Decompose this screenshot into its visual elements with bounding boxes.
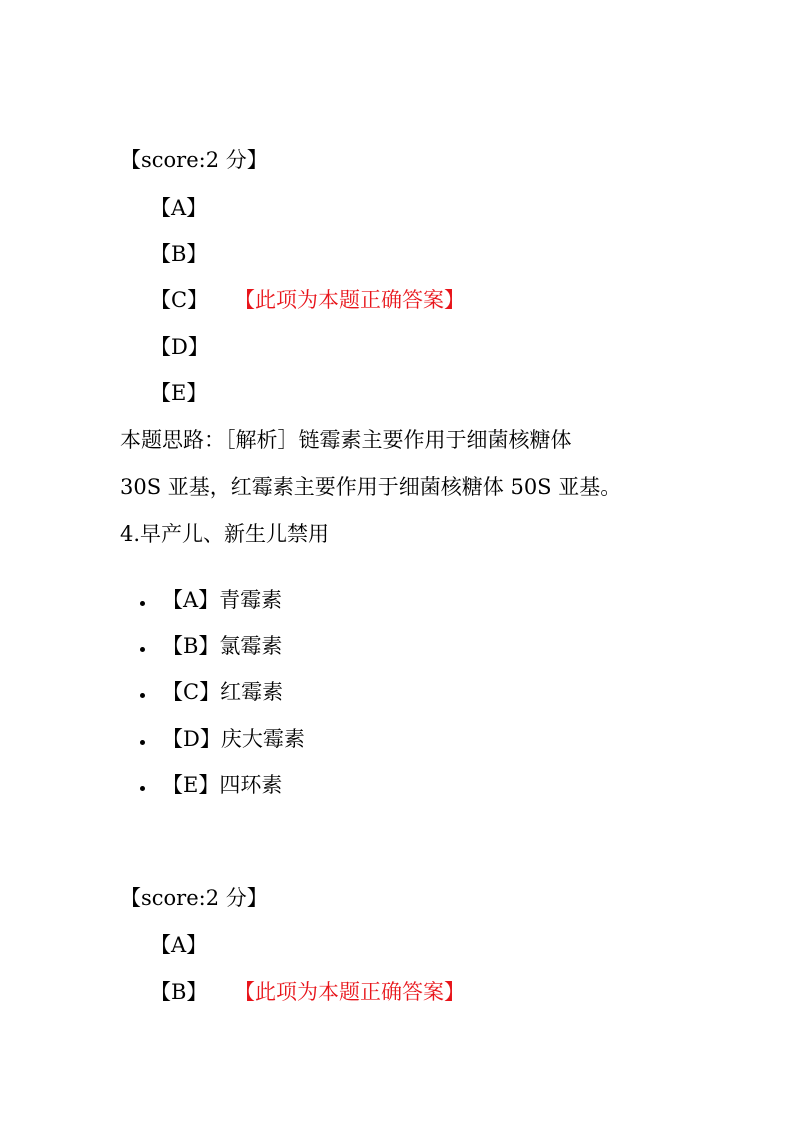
option-b-label: 【B】 [150,242,208,266]
score-label: 【score:2 分】 [120,148,268,172]
choice-item [140,587,282,613]
question-title: 4.早产儿、新生儿禁用 [120,522,330,546]
choice-text: 【C】红霉素 [162,680,284,704]
option-d-label: 【D】 [150,335,209,359]
choice-text: 【B】氯霉素 [162,634,283,658]
correct-answer-marker: 【此项为本题正确答案】 [234,980,465,1004]
choice-text: 【E】四环素 [162,773,283,797]
bullet-icon [140,647,145,652]
choice-text: 【A】青霉素 [162,588,283,612]
option-c-label: 【C】 [150,288,209,312]
choice-item [140,726,305,752]
option-a-label: 【A】 [150,933,208,957]
bullet-icon [140,740,145,745]
bullet-icon [140,601,145,606]
choice-item [140,633,282,659]
choice-item [140,772,282,798]
explanation-line-1: 本题思路：［解析］链霉素主要作用于细菌核糖体 [120,428,572,452]
option-a-label: 【A】 [150,196,208,220]
bullet-icon [140,786,145,791]
correct-answer-marker: 【此项为本题正确答案】 [234,288,465,312]
explanation-line-2: 30S 亚基，红霉素主要作用于细菌核糖体 50S 亚基。 [120,475,622,499]
score-label: 【score:2 分】 [120,886,268,910]
choice-text: 【D】庆大霉素 [162,727,305,751]
choice-item [140,679,283,705]
bullet-icon [140,693,145,698]
option-e-label: 【E】 [150,381,208,405]
option-b-label: 【B】 [150,980,208,1004]
